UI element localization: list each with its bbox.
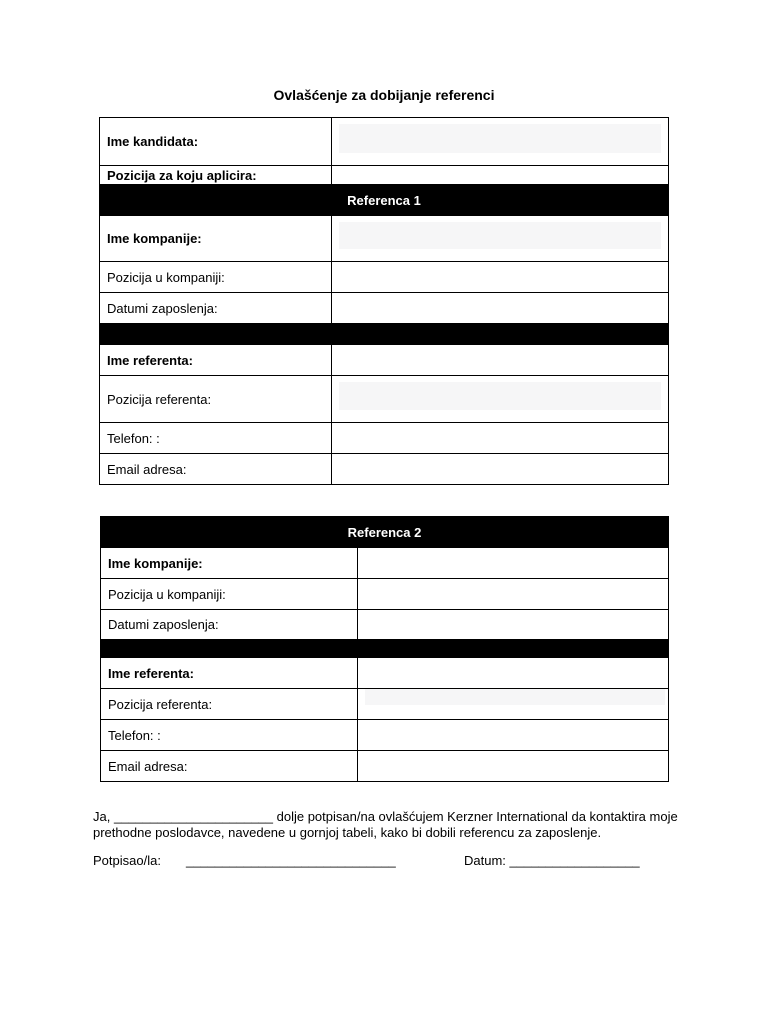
email-field[interactable] — [358, 751, 669, 782]
separator-band — [101, 640, 669, 658]
separator-band — [100, 324, 669, 345]
referee-position-field[interactable] — [358, 689, 669, 720]
field-shade — [339, 222, 661, 249]
referee-name-field[interactable] — [332, 345, 669, 376]
consent-paragraph: Ja, ______________________ dolje potpisan/na ovlašćujem Kerzner International da kontaktira moje prethodne poslodavce, navedene u gornjoj tabeli, kako bi dobili referencu za zaposlenje. — [93, 809, 678, 840]
position-applied-field[interactable] — [332, 166, 669, 185]
employment-dates-field[interactable] — [332, 293, 669, 324]
company-position-label: Pozicija u kompaniji: — [100, 262, 332, 293]
email-field[interactable] — [332, 454, 669, 485]
referee-name-field[interactable] — [358, 658, 669, 689]
phone-field[interactable] — [358, 720, 669, 751]
reference-2-table — [100, 516, 669, 782]
company-position-field[interactable] — [358, 579, 669, 610]
date-field[interactable]: Datum: __________________ — [464, 853, 640, 868]
referee-position-label: Pozicija referenta: — [100, 376, 332, 423]
company-position-field[interactable] — [332, 262, 669, 293]
company-name-label: Ime kompanije: — [101, 548, 358, 579]
email-label: Email adresa: — [101, 751, 358, 782]
signed-label: Potpisao/la: — [93, 853, 161, 868]
company-name-field[interactable] — [358, 548, 669, 579]
field-shade — [339, 382, 661, 410]
referee-position-label: Pozicija referenta: — [101, 689, 358, 720]
reference-1-header: Referenca 1 — [100, 185, 669, 216]
candidate-name-field[interactable] — [332, 118, 669, 166]
email-label: Email adresa: — [100, 454, 332, 485]
employment-dates-field[interactable] — [358, 610, 669, 640]
company-position-label: Pozicija u kompaniji: — [101, 579, 358, 610]
referee-position-field[interactable] — [332, 376, 669, 423]
referee-name-label: Ime referenta: — [100, 345, 332, 376]
candidate-name-label: Ime kandidata: — [100, 118, 332, 166]
phone-label: Telefon: : — [101, 720, 358, 751]
field-shade — [365, 689, 665, 705]
page-title: Ovlašćenje za dobijanje referenci — [273, 87, 495, 103]
signature-line[interactable]: _____________________________ — [186, 853, 396, 868]
position-applied-label: Pozicija za koju aplicira: — [100, 166, 332, 185]
reference-2-header: Referenca 2 — [101, 517, 669, 548]
employment-dates-label: Datumi zaposlenja: — [101, 610, 358, 640]
employment-dates-label: Datumi zaposlenja: — [100, 293, 332, 324]
reference-1-table — [99, 117, 669, 485]
field-shade — [339, 124, 661, 153]
company-name-field[interactable] — [332, 216, 669, 262]
phone-field[interactable] — [332, 423, 669, 454]
company-name-label: Ime kompanije: — [100, 216, 332, 262]
phone-label: Telefon: : — [100, 423, 332, 454]
referee-name-label: Ime referenta: — [101, 658, 358, 689]
